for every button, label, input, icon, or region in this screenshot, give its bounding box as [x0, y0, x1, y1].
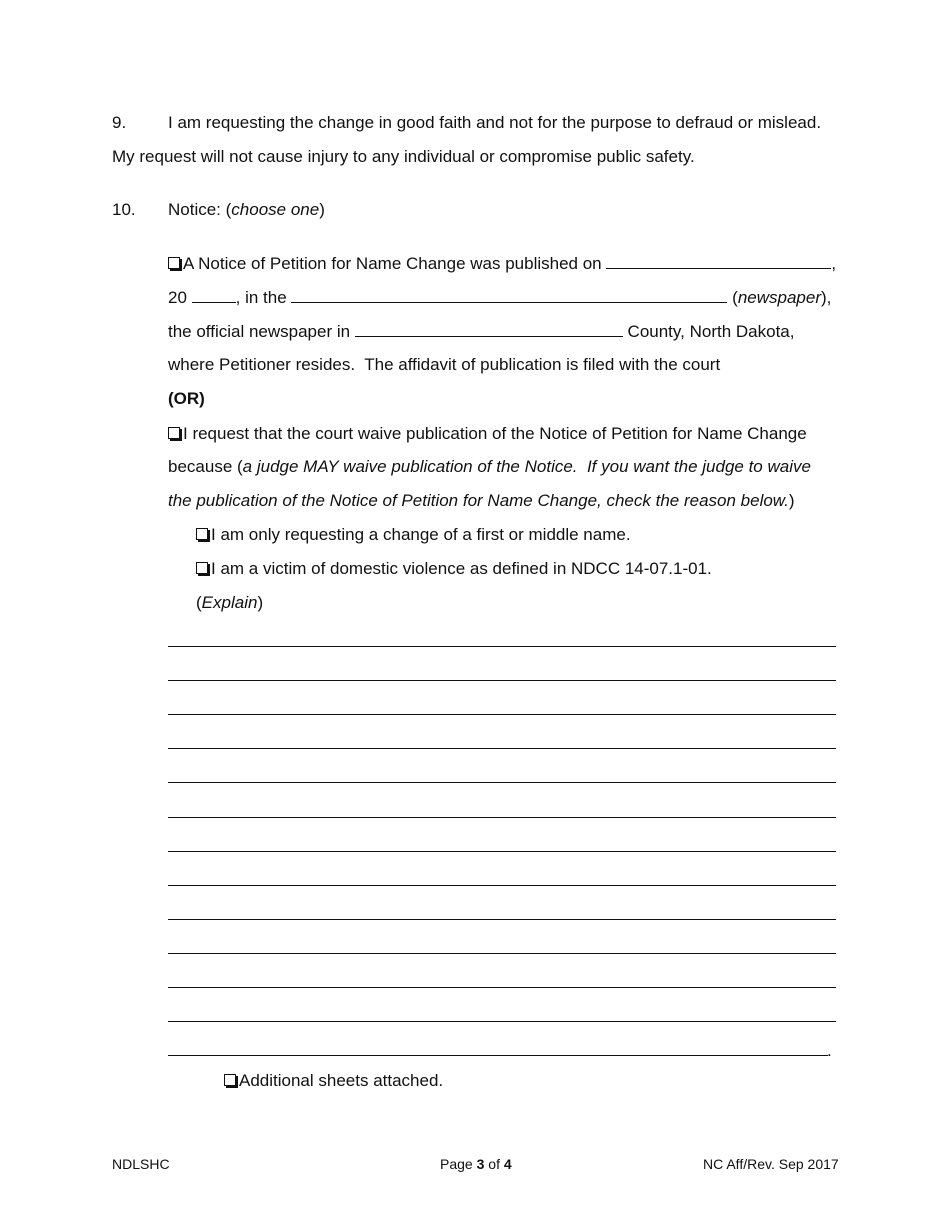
reason-first-middle-name-checkbox[interactable] — [196, 528, 208, 540]
published-notice-checkbox[interactable] — [168, 257, 180, 269]
explain-line-5[interactable] — [168, 782, 836, 783]
explain-label: (Explain) — [196, 593, 264, 612]
reason-domestic-violence-checkbox[interactable] — [196, 562, 208, 574]
item-9-number: 9. — [112, 113, 127, 132]
explain-line-3[interactable] — [168, 714, 836, 715]
explain-line-6[interactable] — [168, 817, 836, 818]
additional-sheets-checkbox[interactable] — [224, 1074, 236, 1086]
footer-page-number: Page 3 of 4 — [440, 1156, 512, 1172]
reason-domestic-violence: I am a victim of domestic violence as defined in NDCC 14-07.1-01. — [196, 559, 712, 579]
published-notice-line-3: the official newspaper in County, North Dakota, — [168, 322, 795, 341]
additional-sheets: Additional sheets attached. — [224, 1071, 443, 1091]
item-9-line-2: My request will not cause injury to any individual or compromise public safety. — [112, 147, 695, 166]
item-9-line-1: I am requesting the change in good faith and not for the purpose to defraud or mislead. — [168, 113, 822, 132]
published-notice-line-4: where Petitioner resides. The affidavit of publication is filed with the court — [168, 355, 721, 374]
explain-line-7[interactable] — [168, 851, 836, 852]
explain-line-10[interactable] — [168, 953, 836, 954]
footer-right: NC Aff/Rev. Sep 2017 — [703, 1156, 839, 1172]
or-label: (OR) — [168, 389, 205, 408]
waive-publication-line-2: because (a judge MAY waive publication of the Notice. If you want the judge to waive — [168, 457, 811, 476]
newspaper-name-field[interactable] — [291, 287, 727, 303]
county-name-field[interactable] — [355, 321, 623, 337]
item-10-label: Notice: (choose one) — [168, 200, 325, 219]
publication-date-field[interactable] — [606, 253, 831, 269]
publication-year-field[interactable] — [192, 287, 236, 303]
explain-line-9[interactable] — [168, 919, 836, 920]
published-notice-line-1: A Notice of Petition for Name Change was published on , — [168, 253, 836, 274]
waive-publication-line-3: the publication of the Notice of Petition for Name Change, check the reason below.) — [168, 491, 795, 510]
reason-first-middle-name: I am only requesting a change of a first or middle name. — [196, 525, 631, 545]
explain-line-8[interactable] — [168, 885, 836, 886]
explain-line-13[interactable] — [168, 1055, 828, 1056]
explain-line-1[interactable] — [168, 646, 836, 647]
item-10-number: 10. — [112, 200, 136, 219]
explain-line-11[interactable] — [168, 987, 836, 988]
published-notice-line-2: 20 , in the (newspaper), — [168, 288, 832, 307]
explain-line-4[interactable] — [168, 748, 836, 749]
footer-left: NDLSHC — [112, 1156, 170, 1172]
explain-line-12[interactable] — [168, 1021, 836, 1022]
waive-publication-checkbox[interactable] — [168, 427, 180, 439]
explain-line-2[interactable] — [168, 680, 836, 681]
waive-publication-line-1: I request that the court waive publication of the Notice of Petition for Name Change — [168, 424, 807, 444]
explain-final-period: . — [827, 1041, 832, 1060]
